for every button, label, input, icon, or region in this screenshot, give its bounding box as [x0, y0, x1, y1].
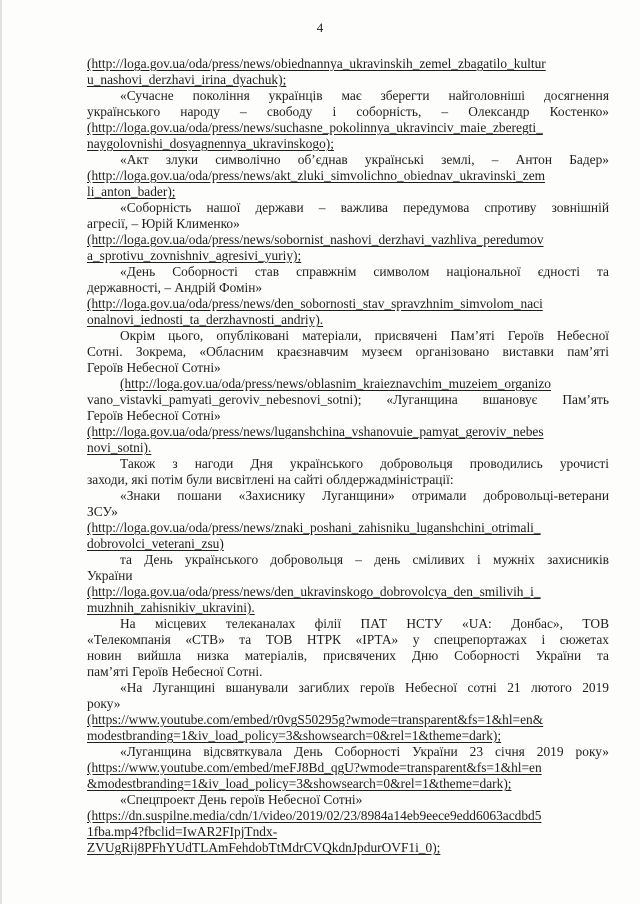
text-line: та День українського добровольця – день сміливих і мужніх захисників: [120, 552, 609, 567]
link-line[interactable]: naygolovnishi_dosyagnennya_ukravinskogo);: [87, 136, 334, 151]
text-line: «Спецпроект День героїв Небесної Сотні»: [120, 792, 363, 807]
text-line: «Соборність нашої держави – важлива передумова спротиву зовнішній: [120, 200, 609, 215]
link-line[interactable]: (http://loga.gov.ua/oda/press/news/obiednannya_ukravinskih_zemel_zbagatilo_kultur: [87, 56, 546, 71]
text-line: державності, – Андрій Фомін»: [87, 280, 263, 295]
text-line: ЗСУ»: [87, 504, 118, 519]
link-line[interactable]: (https://www.youtube.com/embed/meFJ8Bd_qgU?wmode=transparent&fs=1&hl=en: [87, 760, 542, 775]
link-line[interactable]: modestbranding=1&iv_load_policy=3&showsearch=0&rel=1&theme=dark);: [87, 728, 502, 743]
text-line: «На Луганщині вшанували загиблих героїв Небесної сотні 21 лютого 2019: [120, 680, 609, 695]
link-line[interactable]: (https://www.youtube.com/embed/r0vgS50295g?wmode=transparent&fs=1&hl=en&: [87, 712, 544, 727]
text-line: «Сучасне покоління українців має зберегти найголовніші досягнення: [120, 88, 609, 103]
link-line[interactable]: vano_vistavki_pamyati_geroviv_nebesnovi_sotni); «Луганщина вшановує Пам’ять: [87, 392, 609, 407]
text-line: «Телекомпанія «СТВ» та ТОВ НТРК «ІРТА» у спецрепортажах і сюжетах: [87, 632, 609, 647]
text-line: заходи, які потім були висвітлені на сайті облдержадміністрації:: [87, 472, 454, 487]
page-edge-shadow: [0, 0, 2, 904]
text-line: пам’яті Героїв Небесної Сотні.: [87, 664, 263, 679]
text-line: Героїв Небесної Сотні»: [87, 408, 221, 423]
text-line: новин вийшла низка матеріалів, присвячених Дню Соборності України та: [87, 648, 609, 663]
text-line: Також з нагоди Дня українського добровольця проводились урочисті: [120, 456, 609, 471]
link-line[interactable]: novi_sotni).: [87, 440, 152, 455]
link-line[interactable]: dobrovolci_veterani_zsu): [87, 536, 224, 551]
text-line: українського народу – свободу і соборність, – Олександр Костенко»: [87, 104, 609, 119]
text-line: «Акт злуки символічно об’єднав українські землі, – Антон Бадер»: [120, 152, 609, 167]
link-line[interactable]: 1fba.mp4?fbclid=IwAR2FIpjTndx-: [87, 824, 278, 839]
text-line: «Луганщина відсвяткувала День Соборності України 23 січня 2019 року»: [120, 744, 609, 759]
link-line[interactable]: muzhnih_zahisnikiv_ukravini).: [87, 600, 255, 615]
text-line: «Знаки пошани «Захиснику Луганщини» отримали добровольці-ветерани: [120, 488, 609, 503]
link-line[interactable]: a_sprotivu_zovnishniv_agresivi_yuriy);: [87, 248, 302, 263]
link-line[interactable]: (http://loga.gov.ua/oda/press/news/sobornist_nashovi_derzhavi_vazhliva_peredumov: [87, 232, 544, 247]
text-line: України: [87, 568, 133, 583]
link-line[interactable]: (http://loga.gov.ua/oda/press/news/oblasnim_kraieznavchim_muzeiem_organizo: [120, 376, 551, 391]
text-line: агресії, – Юрій Клименко»: [87, 216, 240, 231]
text-line: Сотні. Зокрема, «Обласним краєзнавчим музеєм організовано виставки пам’яті: [87, 344, 609, 359]
link-line[interactable]: li_anton_bader);: [87, 184, 176, 199]
page-number: 4: [316, 20, 324, 35]
link-line[interactable]: (http://loga.gov.ua/oda/press/news/luganshchina_vshanovuie_pamyat_geroviv_nebes: [87, 424, 544, 439]
link-line[interactable]: (https://dn.suspilne.media/cdn/1/video/2019/02/23/8984a14eb9eece9edd6063acdbd5: [87, 808, 542, 823]
link-line[interactable]: (http://loga.gov.ua/oda/press/news/suchasne_pokolinnya_ukravinciv_maie_zberegti_: [87, 120, 543, 135]
link-line[interactable]: u_nashovi_derzhavi_irina_dyachuk);: [87, 72, 287, 87]
link-line[interactable]: ZVUgRij8PFhYUdTLAmFehdobTtMdrCVQkdnJpdurOVF1i_0);: [87, 840, 441, 855]
link-line[interactable]: &modestbranding=1&iv_load_policy=3&showsearch=0&rel=1&theme=dark);: [87, 776, 512, 791]
link-line[interactable]: (http://loga.gov.ua/oda/press/news/znaki_poshani_zahisniku_luganshchini_otrimali_: [87, 520, 541, 535]
text-line: року»: [87, 696, 121, 711]
link-line[interactable]: onalnovi_iednosti_ta_derzhavnosti_andriy).: [87, 312, 324, 327]
text-line: Окрім цього, опубліковані матеріали, присвячені Пам’яті Героїв Небесної: [120, 328, 609, 343]
link-line[interactable]: (http://loga.gov.ua/oda/press/news/den_ukravinskogo_dobrovolcya_den_smilivih_i_: [87, 584, 541, 599]
text-line: На місцевих телеканалах філії ПАТ НСТУ «UA: Донбас», ТОВ: [120, 616, 609, 631]
text-line: Героїв Небесної Сотні»: [87, 360, 221, 375]
text-line: «День Соборності став справжнім символом національної єдності та: [120, 264, 609, 279]
link-line[interactable]: (http://loga.gov.ua/oda/press/news/akt_zluki_simvolichno_obiednav_ukravinski_zem: [87, 168, 546, 183]
link-line[interactable]: (http://loga.gov.ua/oda/press/news/den_sobornosti_stav_spravzhnim_simvolom_naci: [87, 296, 543, 311]
